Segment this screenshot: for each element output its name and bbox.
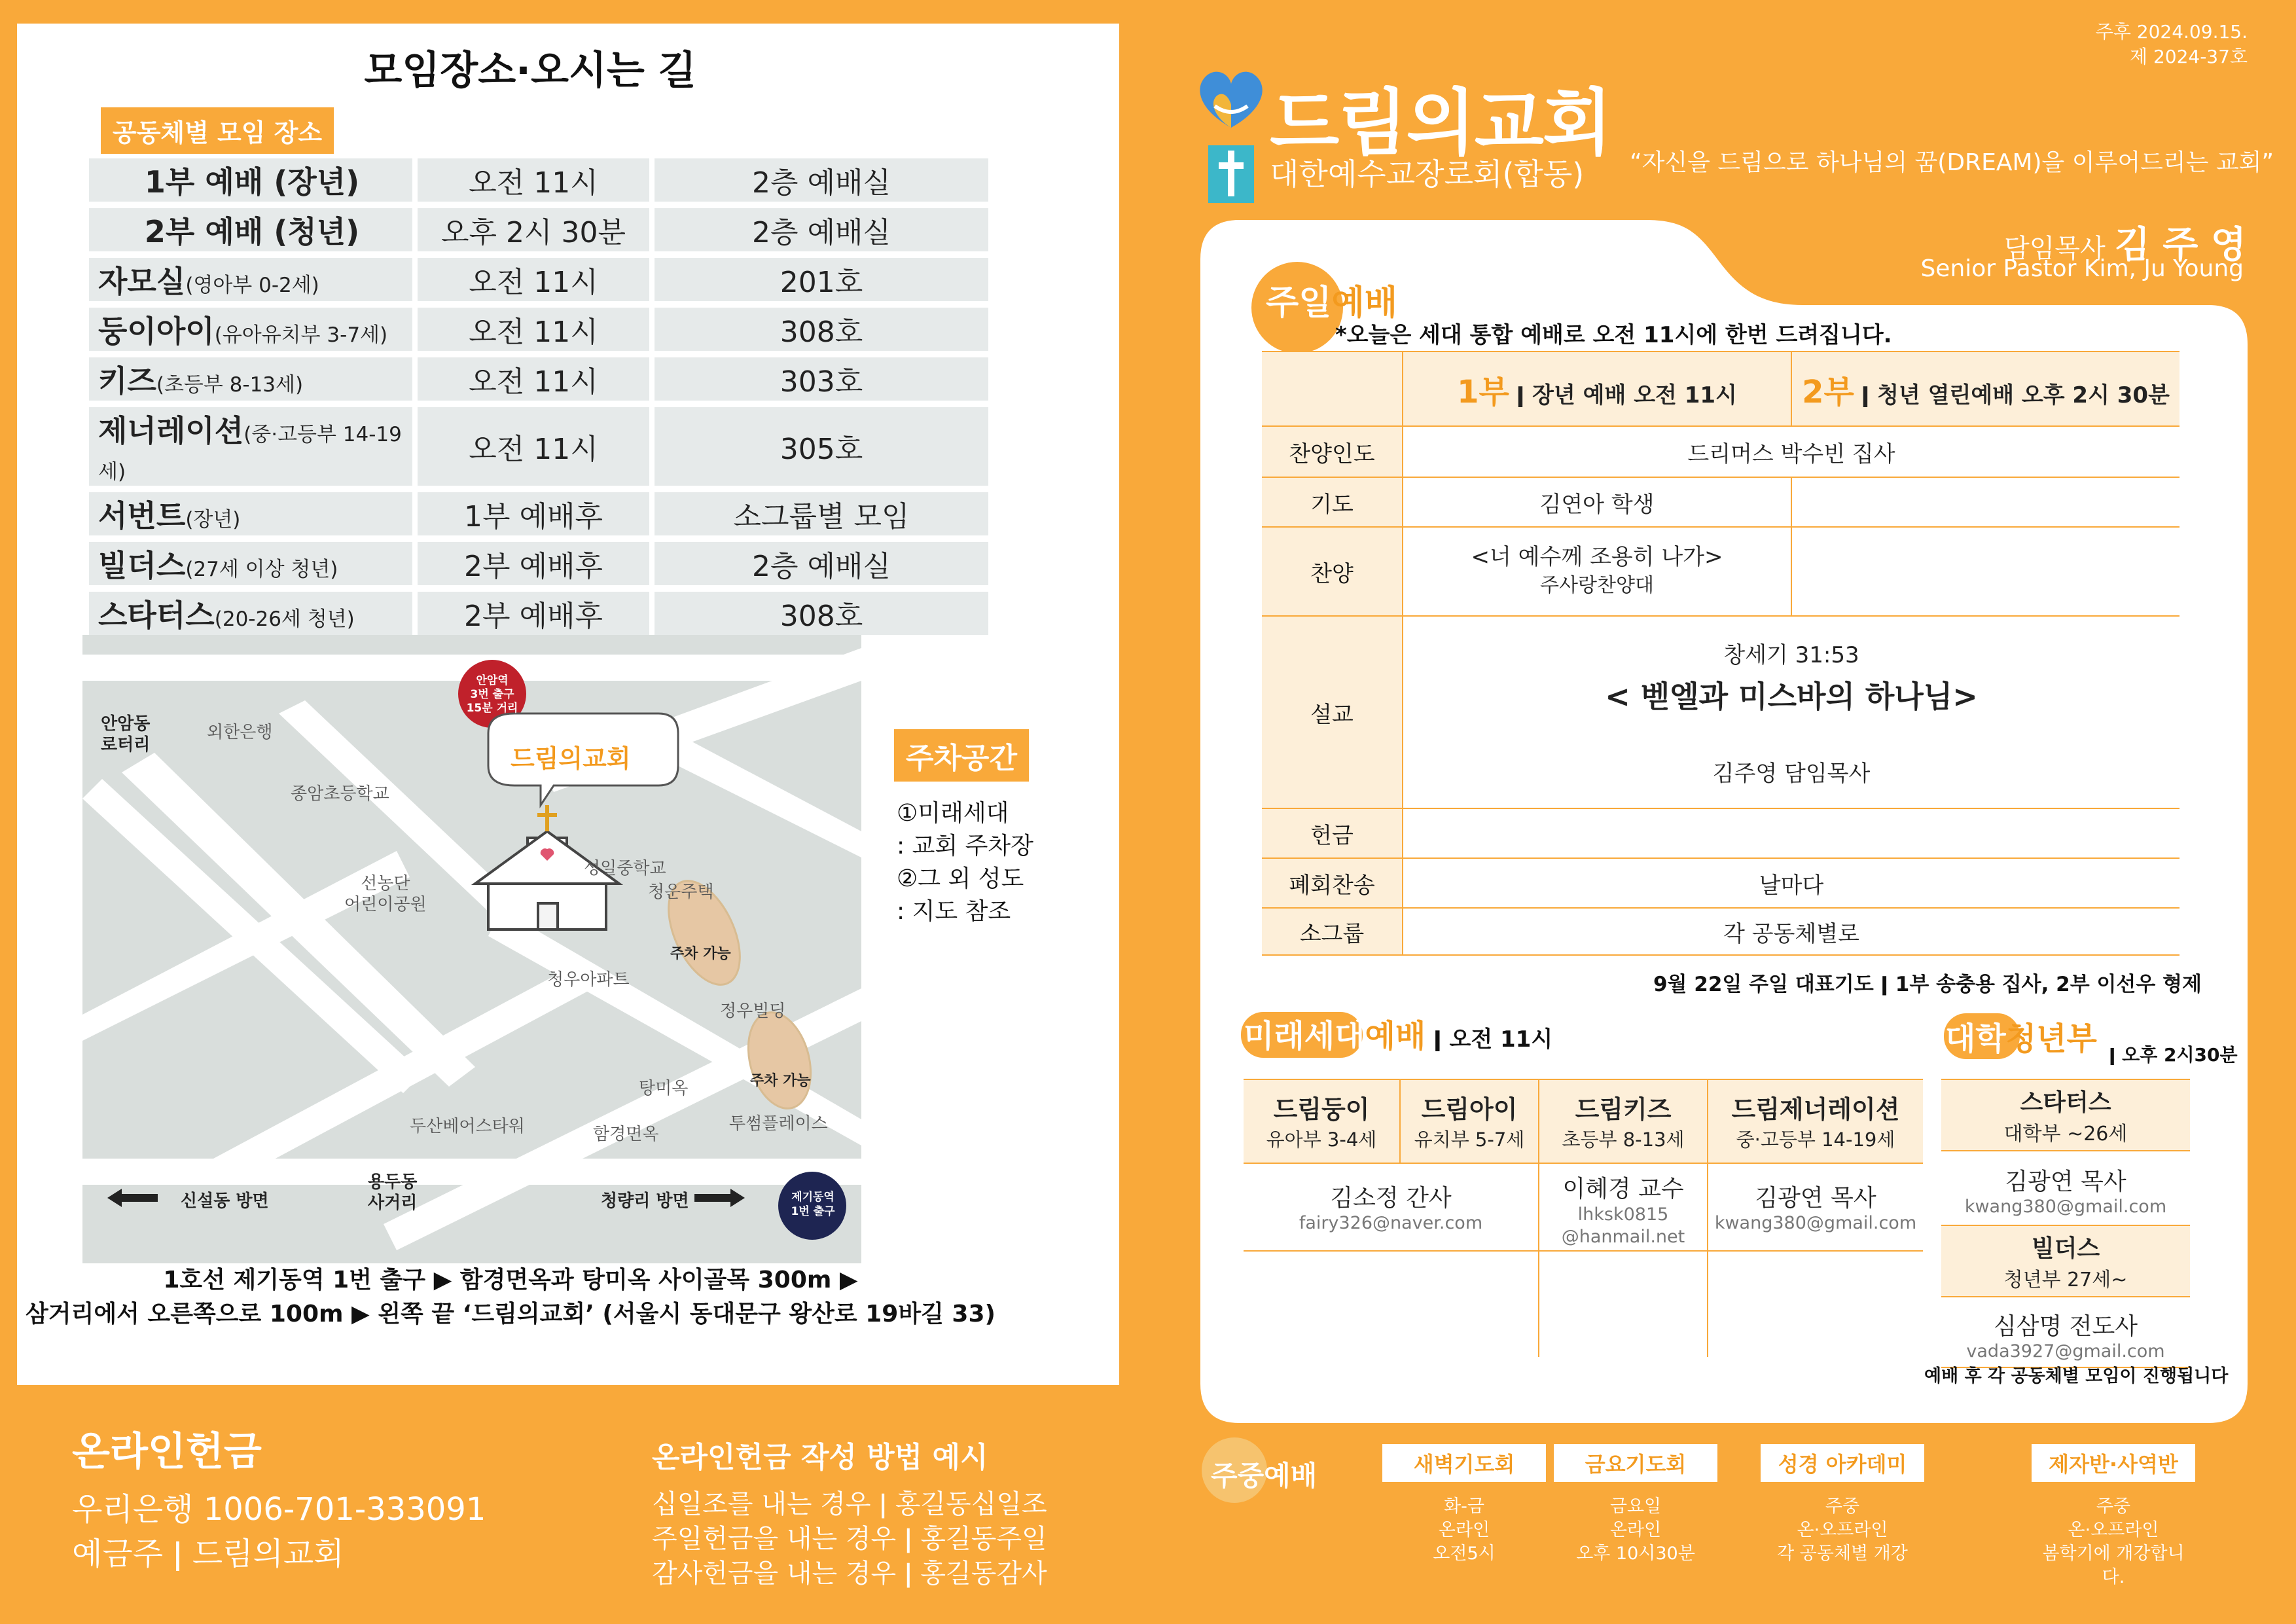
map-label-rotary: 안암동 로터리 [101,714,151,755]
sunday-service-title: 주일예배 [1266,283,1397,323]
venue-group: 제너레이션(중·고등부 14-19세) [89,407,412,486]
venue-group: 키즈(초등부 8-13세) [89,357,412,401]
venue-time: 2부 예배후 [418,592,649,635]
venue-row [89,258,988,301]
venue-row [89,407,988,486]
nextgen-table [1244,1079,1923,1357]
nextgen-dept: 드림둥이 유아부 3-4세 [1244,1079,1400,1163]
venue-place: 2층 예배실 [655,208,988,251]
map-label-doosan: 두산베어스타워 [410,1117,525,1136]
venue-row [89,308,988,351]
church-bubble: 드림의교회 [511,744,631,773]
row-label: 설교 [1262,616,1403,808]
order-of-worship: 1부 ǀ 장년 예배 오전 11시 2부 ǀ 청년 열린예배 오후 2시 30분 찬양인도 드리머스 박수빈 집사 기도 김연아 학생 찬양 <너 예수께 조용히 나가> 주사랑찬양대 설교 창세기 31:53 < 벧엘과 미스바의 하나님> 김주영 담임목사 헌금 폐회찬송 날마다 소그룹 각 공동체별로 [1262,351,2179,956]
venue-place: 소그룹별 모임 [655,492,988,535]
young-leader: 심삼명 전도사 vada3927@gmail.com [1941,1297,2190,1368]
pastor-name-en: Senior Pastor Kim, Ju Young [1920,255,2244,282]
weekday-item: 제자반·사역반 주중 온·오프라인 봄학기에 개강합니다. [2032,1444,2195,1589]
row-label: 소그룹 [1262,908,1403,955]
venue-row [89,158,988,202]
venue-place: 308호 [655,592,988,635]
venue-time: 오전 11시 [418,308,649,351]
venue-time: 오전 11시 [418,158,649,202]
venue-row [89,542,988,585]
venue-row [89,357,988,401]
nextgen-leader: 이혜경 교수 lhksk0815 @hanmail.net [1539,1163,1708,1251]
venue-time: 1부 예배후 [418,492,649,535]
parking-area-label: 주차 가능 [670,946,731,962]
venue-group: 2부 예배 (청년) [89,208,412,251]
map-label-school2: 성일중학교 [584,859,666,878]
venue-row [89,592,988,635]
young-adult-time: ǀ 오후 2시30분 [2109,1044,2238,1066]
jegi-station-badge: 제기동역 1번 출구 [791,1191,835,1218]
map-label-yongdu: 용두동 사거리 [368,1172,418,1213]
denomination: 대한예수교장로회(합동) [1270,156,1585,192]
small-group: 각 공동체별로 [1403,908,2179,955]
venue-time: 2부 예배후 [418,542,649,585]
venue-time: 오전 11시 [418,357,649,401]
pastor-name: 담임목사 김 주 영 [2004,224,2246,266]
venue-place: 308호 [655,308,988,351]
praise-leader: 드리머스 박수빈 집사 [1403,426,2179,477]
venue-group: 빌더스(27세 이상 청년) [89,542,412,585]
nextgen-leader: 김광연 목사 kwang380@gmail.com [1708,1163,1923,1251]
offering-howto: 십일조를 내는 경우 ǀ 홍길동십일조 주일헌금을 내는 경우 ǀ 홍길동주일 감사헌금을 내는 경우 ǀ 홍길동감사 [652,1489,1047,1589]
young-leader: 김광연 목사 kwang380@gmail.com [1941,1151,2190,1226]
venue-group: 스타터스(20-26세 청년) [89,592,412,635]
weekday-item: 성경 아카데미 주중 온·오프라인 각 공동체별 개강 [1761,1444,1924,1566]
map-label-hamgyeong: 함경면옥 [593,1125,659,1144]
parking-area-label: 주차 가능 [750,1073,811,1089]
online-offering-title: 온라인헌금 [72,1429,262,1475]
weekday-item: 새벽기도회 화-금 온라인 오전5시 [1382,1444,1546,1566]
page-title: 모임장소·오시는 길 [364,48,696,94]
directions-text: 1호선 제기동역 1번 출구 ▶ 함경면옥과 탕미옥 사이골목 300m ▶ 삼거리에서 오른쪽으로 100m ▶ 왼쪽 끝 ‘드림의교회’ (서울시 동대문구 왕산로 19바길 33) [26,1267,996,1327]
young-adult-groups [1941,1079,2190,1368]
venue-place: 201호 [655,258,988,301]
weekday-item: 금요기도회 금요일 온라인 오후 10시30분 [1554,1444,1717,1566]
venue-group: 자모실(영아부 0-2세) [89,258,412,301]
closing-hymn: 날마다 [1403,858,2179,908]
map-label-bank: 외한은행 [207,723,273,742]
map-label-apt1: 청운주택 [648,882,714,902]
representative-prayer: 9월 22일 주일 대표기도 ǀ 1부 송충용 집사, 2부 이선우 형제 [1653,973,2202,996]
church-logo [1195,65,1267,203]
venue-place: 303호 [655,357,988,401]
nextgen-dept: 드림아이 유치부 5-7세 [1400,1079,1539,1163]
venue-table [84,152,994,641]
row-label: 찬양 [1262,527,1403,616]
map-label-twosome: 투썸플레이스 [729,1114,828,1134]
nextgen-dept: 드림제너레이션 중·고등부 14-19세 [1708,1079,1923,1163]
venues-label: 공동체별 모임 장소 [101,107,334,154]
map-label-sinseol: 신설동 방면 [181,1191,269,1211]
map-label-school1: 종암초등학교 [291,784,389,804]
map-label-bldg: 정우빌딩 [720,1001,786,1021]
map-label-park: 선농단 어린이공원 [344,874,427,914]
young-group: 빌더스 청년부 27세~ [1941,1226,2190,1297]
church-motto: “자신을 드림으로 하나님의 꿈(DREAM)을 이루어드리는 교회” [1630,149,2274,176]
venue-time: 오전 11시 [418,258,649,301]
weekday-service-title: 주중예배 [1211,1460,1318,1492]
venue-time: 오후 2시 30분 [418,208,649,251]
row-label: 헌금 [1262,808,1403,858]
venue-place: 2층 예배실 [655,158,988,202]
station-badge: 안암역 3번 출구 15분 거리 [466,674,518,715]
venue-group: 둥이아이(유아유치부 3-7세) [89,308,412,351]
row-label: 폐회찬송 [1262,858,1403,908]
prayer-person: 김연아 학생 [1403,477,1791,527]
nextgen-leader: 김소정 간사 fairy326@naver.com [1244,1163,1539,1251]
young-adult-title: 대학청년부 [1945,1020,2097,1057]
young-group: 스타터스 대학부 ~26세 [1941,1079,2190,1151]
nextgen-time: ǀ 오전 11시 [1433,1026,1553,1053]
parking-title: 주차공간 [894,729,1029,782]
bulletin-date: 주후 2024.09.15. 제 2024-37호 [2095,21,2248,67]
venue-place: 305호 [655,407,988,486]
venue-group: 1부 예배 (장년) [89,158,412,202]
map-label-apt2: 청우아파트 [547,970,630,990]
venue-row [89,208,988,251]
nextgen-title: 미래세대예배 [1244,1018,1426,1055]
nextgen-dept: 드림키즈 초등부 8-13세 [1539,1079,1708,1163]
venue-row [89,492,988,535]
map-label-cheongnyang: 청량리 방면 [601,1191,689,1211]
directions-map [82,635,861,1263]
venue-place: 2층 예배실 [655,542,988,585]
sunday-note: *오늘은 세대 통합 예배로 오전 11시에 한번 드려집니다. [1335,322,1892,348]
map-roads [82,635,861,1263]
venue-group: 서번트(장년) [89,492,412,535]
map-label-tami: 탕미옥 [639,1079,689,1098]
hymn: <너 예수께 조용히 나가> 주사랑찬양대 [1403,527,1791,616]
sermon: 창세기 31:53 < 벧엘과 미스바의 하나님> 김주영 담임목사 [1403,616,2179,808]
row-label: 기도 [1262,477,1403,527]
church-name: 드림의교회 [1270,81,1611,165]
young-note: 예배 후 각 공동체별 모임이 진행됩니다 [1924,1366,2229,1386]
parking-notes: ①미래세대 : 교회 주차장 ②그 외 성도 : 지도 참조 [897,800,1033,925]
row-label: 찬양인도 [1262,426,1403,477]
offering-howto-title: 온라인헌금 작성 방법 예시 [652,1441,988,1474]
venue-time: 오전 11시 [418,407,649,486]
bank-account: 우리은행 1006-701-333091 예금주 ǀ 드림의교회 [72,1491,486,1572]
